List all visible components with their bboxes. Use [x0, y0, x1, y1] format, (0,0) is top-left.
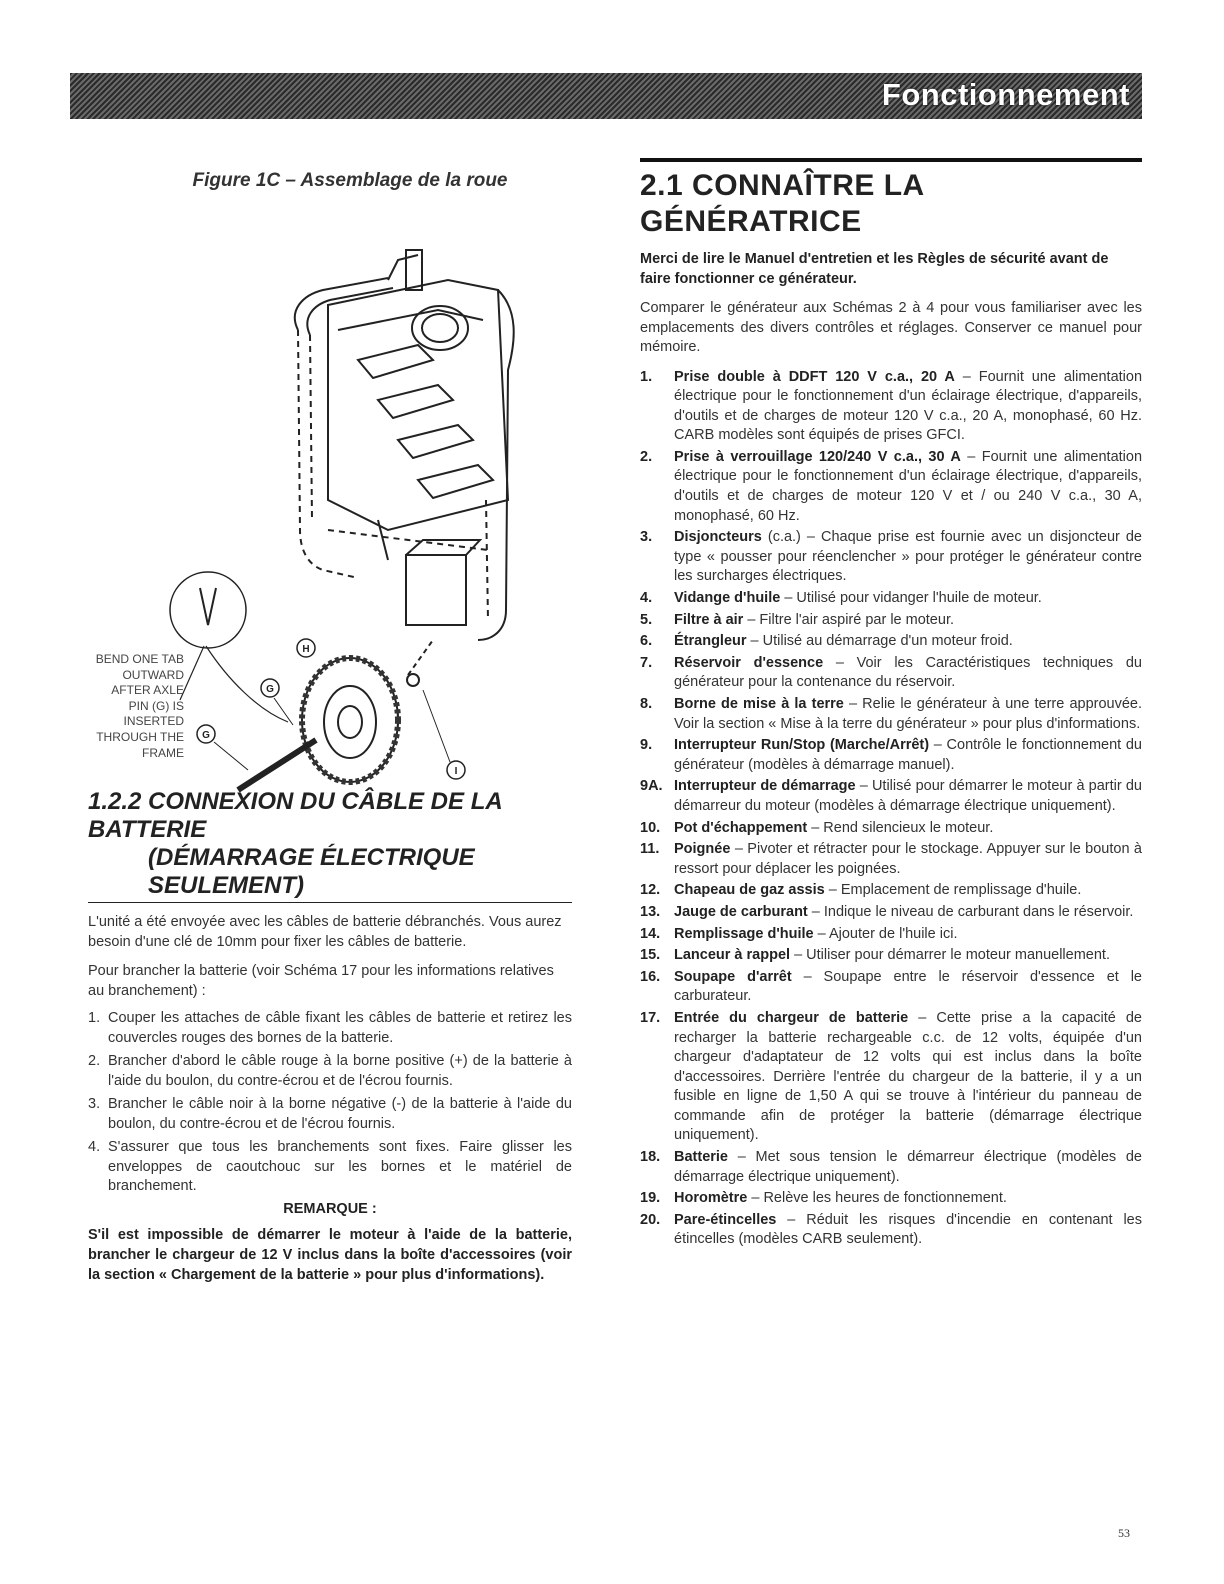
left-column — [88, 170, 572, 1285]
list-item: 11. Poignée – Pivoter et rétracter pour le stockage. Appuyer sur le bouton à ressort pour déplacer les poignées. — [640, 841, 1143, 877]
battery-section-title-line2: (DÉMARRAGE ÉLECTRIQUE SEULEMENT) — [148, 844, 475, 899]
list-item: 7. Réservoir d'essence – Voir les Caractéristiques techniques du générateur pour la contenance du réservoir. — [640, 654, 1142, 691]
battery-para-2: Pour brancher la batterie (voir Schéma 17 pour les informations relatives au branchement) : — [88, 963, 554, 999]
battery-steps-list — [88, 1009, 572, 1197]
svg-text:I: I — [454, 766, 458, 777]
list-item: 17. Entrée du chargeur de batterie – Cette prise a la capacité de recharger la batterie rechargeable c.c. de 12 volts, équipée d'un chargeur d'adaptateur de 12 volts qui est inclus dans la boîte d'accessoires. Derrière l'entrée du chargeur de la batterie, il y a un fusible en ligne de 1,50 A qui se trouve à l'intérieur du panneau de commande afin de protéger la batterie (démarrage électrique uniquement). — [640, 1009, 1142, 1144]
section-header-title: Fonctionnement — [881, 77, 1130, 112]
callout-g-upper — [261, 679, 279, 697]
components-list — [640, 368, 1142, 1251]
battery-section-title-line1: CONNEXION DU CÂBLE DE LA BATTERIE — [88, 788, 502, 843]
list-item: 9A. Interrupteur de démarrage – Utilisé pour démarrer le moteur à partir du démarreur du moteur (modèles à démarrage électrique uniquement). — [640, 778, 1142, 814]
list-item: 4. Vidange d'huile – Utilisé pour vidanger l'huile de moteur. — [640, 590, 1042, 607]
right-column — [640, 158, 1142, 1252]
remark-text: S'il est impossible de démarrer le moteur à l'aide de la batterie, brancher le chargeur de 12 V inclus dans la boîte d'accessoires (voir la section « Chargement de la batterie » pour plus d'informations). — [88, 1226, 572, 1283]
list-item: 20. Pare-étincelles – Réduit les risques d'incendie en contenant les étincelles (modèles CARB seulement). — [640, 1211, 1142, 1248]
list-item: 18. Batterie – Met sous tension le démarreur électrique (modèles de démarrage électrique uniquement). — [640, 1149, 1143, 1185]
list-item: 1. Prise double à DDFT 120 V c.a., 20 A – Fournit une alimentation électrique pour le fonctionnement d'un éclairage électrique, d'appareils, d'outils et de charges de moteur 120 V c.a., 20 A, monophasé, 60 Hz. CARB modèles sont équipés de prises GFCI. — [640, 368, 1143, 444]
list-item: 3. Disjoncteurs (c.a.) – Chaque prise est fournie avec un disjoncteur de type « pousser pour réenclencher » pour protéger le générateur contre les surcharges électriques. — [640, 529, 1142, 585]
list-item: 12. Chapeau de gaz assis – Emplacement de remplissage d'huile. — [640, 882, 1082, 899]
list-item: 8. Borne de mise à la terre – Relie le générateur à une terre approuvée. Voir la section « Mise à la terre du générateur » pour plus d'informations. — [640, 696, 1142, 732]
list-item: 13. Jauge de carburant – Indique le niveau de carburant dans le réservoir. — [640, 903, 1134, 920]
figure-note: BEND ONE TAB OUTWARD AFTER AXLE PIN (G) IS INSERTED THROUGH THE FRAME — [95, 652, 184, 760]
battery-section-rule — [88, 902, 572, 903]
generator-intro-bold: Merci de lire le Manuel d'entretien et les Règles de sécurité avant de faire fonctionner ce générateur. — [640, 251, 1109, 287]
list-item: 10. Pot d'échappement – Rend silencieux le moteur. — [640, 819, 994, 836]
generator-section-title: 2.1 CONNAÎTRE LA GÉNÉRATRICE — [640, 169, 924, 238]
generator-intro: Comparer le générateur aux Schémas 2 à 4 pour vous familiariser avec les emplacements des divers contrôles et réglages. Conserver ce manuel pour mémoire. — [640, 300, 1142, 355]
page-number: 53 — [1118, 1526, 1130, 1540]
battery-section-heading — [88, 788, 572, 900]
list-item: 2. Prise à verrouillage 120/240 V c.a., 30 A – Fournit une alimentation électrique pour le fonctionnement d'un éclairage électrique, d'appareils, d'outils et de charges de moteur 120 V et / ou 240 V c.a., 30 A, monophasé, 60 Hz. — [640, 448, 1143, 524]
list-item: 1. Couper les attaches de câble fixant les câbles de batterie et retirez les couvercles rouges des bornes de la batterie. — [88, 1010, 572, 1046]
section-header-bar — [70, 73, 1142, 119]
list-item: 5. Filtre à air – Filtre l'air aspiré par le moteur. — [640, 611, 954, 628]
list-item: 9. Interrupteur Run/Stop (Marche/Arrêt) – Contrôle le fonctionnement du générateur (modèles à démarrage manuel). — [640, 737, 1142, 773]
svg-text:G: G — [266, 684, 274, 695]
list-item: 19. Horomètre – Relève les heures de fonctionnement. — [640, 1190, 1007, 1207]
remark-title: REMARQUE : — [283, 1200, 377, 1217]
list-item: 16. Soupape d'arrêt – Soupape entre le réservoir d'essence et le carburateur. — [640, 968, 1142, 1005]
battery-para-1: L'unité a été envoyée avec les câbles de batterie débranchés. Vous aurez besoin d'une clé de 10mm pour fixer les câbles de batterie. — [88, 914, 562, 950]
battery-section-number: 1.2.2 — [88, 788, 142, 815]
list-item: 14. Remplissage d'huile – Ajouter de l'huile ici. — [640, 925, 958, 942]
list-item: 6. Étrangleur – Utilisé au démarrage d'un moteur froid. — [640, 633, 1013, 650]
callout-i — [447, 761, 465, 779]
generator-section-rule — [640, 158, 1142, 162]
wheel-assembly-figure — [88, 200, 572, 777]
list-item: 3. Brancher le câble noir à la borne négative (-) de la batterie à l'aide du boulon, du contre-écrou et de l'écrou fournis. — [88, 1096, 572, 1132]
list-item: 2. Brancher d'abord le câble rouge à la borne positive (+) de la batterie à l'aide du boulon, du contre-écrou et de l'écrou fournis. — [88, 1053, 572, 1089]
list-item: 15. Lanceur à rappel – Utiliser pour démarrer le moteur manuellement. — [640, 947, 1110, 964]
list-item: 4. S'assurer que tous les branchements sont fixes. Faire glisser les enveloppes de caoutchouc sur les bornes et le matériel de branchement. — [88, 1139, 572, 1194]
figure-caption: Figure 1C – Assemblage de la roue — [192, 170, 508, 191]
svg-text:G: G — [202, 730, 210, 741]
svg-text:H: H — [302, 644, 310, 655]
callout-h — [297, 639, 315, 657]
callout-g-lower — [197, 725, 215, 743]
